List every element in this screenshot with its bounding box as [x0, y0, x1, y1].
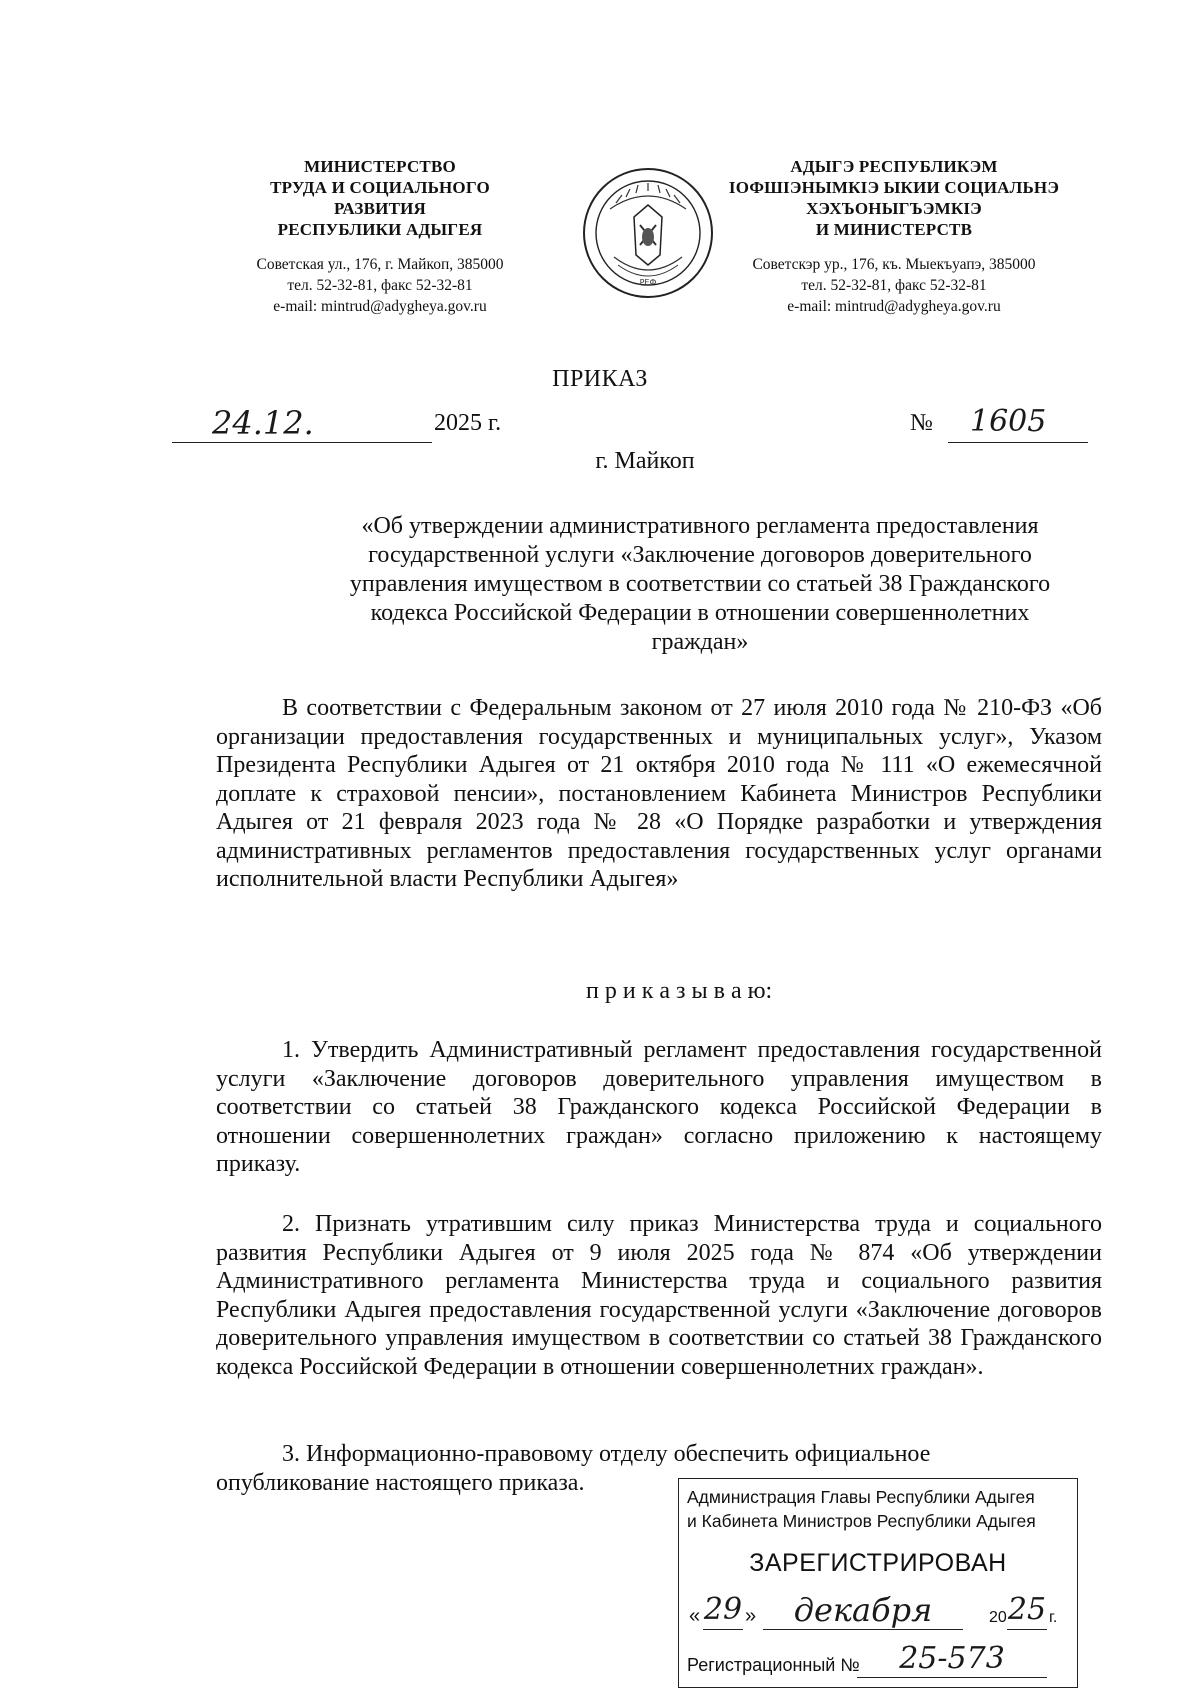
handwritten-number: 1605: [970, 404, 1047, 439]
document-title: ПРИКАЗ: [552, 366, 648, 392]
ministry-contacts-ru: [220, 254, 540, 317]
item-1: 1. Утвердить Административный регламент предоставления государственной услуги «Заключение договоров доверительного управления имуществом в соответствии со статьей 38 Гражданского кодекса Российской Федерации в отношении совершеннолетних граждан» согласно приложению к настоящему приказу.: [216, 1037, 1102, 1177]
stamp-status: ЗАРЕГИСТРИРОВАН: [749, 1549, 1007, 1577]
ministry-name-line: РЕСПУБЛИКИ АДЫГЕЯ: [277, 220, 483, 239]
email: e-mail: mintrud@adygheya.gov.ru: [787, 298, 1001, 315]
email: e-mail: mintrud@adygheya.gov.ru: [273, 298, 487, 315]
number-field: [948, 404, 1088, 443]
subject-line: кодекса Российской Федерации в отношении совершеннолетних: [370, 600, 1030, 626]
ministry-name-line: РАЗВИТИЯ: [333, 199, 427, 218]
city: г. Майкоп: [595, 448, 695, 474]
ministry-name-line: ХЭХЪОНЫГЪЭМКIЭ: [806, 199, 982, 218]
header-left: [220, 156, 540, 317]
phone: тел. 52-32-81, факс 52-32-81: [801, 277, 987, 294]
ministry-name-line: МИНИСТЕРСТВО: [304, 157, 456, 176]
order-subject: [300, 512, 1100, 657]
address: Советская ул., 176, г. Майкоп, 385000: [256, 256, 504, 273]
header-right: [714, 156, 1074, 317]
ministry-contacts-ady: [714, 254, 1074, 317]
address: Советскэр ур., 176, къ. Мыекъуапэ, 385000: [752, 256, 1036, 273]
stamp-reg-row: [687, 1641, 1071, 1681]
year-prefix: 20: [989, 1609, 1007, 1626]
phone: тел. 52-32-81, факс 52-32-81: [287, 277, 473, 294]
handwritten-month: декабря: [763, 1591, 963, 1630]
stamp-line-1: Администрация Главы Республики Адыгея: [687, 1487, 1035, 1507]
ministry-name-line: ТРУДА И СОЦИАЛЬНОГО: [270, 178, 490, 197]
ministry-name-line: И МИНИСТЕРСТВ: [815, 220, 973, 239]
stamp-line-2: и Кабинета Министров Республики Адыгея: [687, 1511, 1036, 1531]
date-field: [172, 404, 432, 443]
handwritten-date: 24.12.: [212, 404, 314, 442]
handwritten-year: 25: [1007, 1591, 1047, 1630]
item-3: 3. Информационно-правовому отделу обеспечить официальное: [282, 1441, 931, 1467]
ministry-name-ru: [220, 156, 540, 240]
ministry-name-ady: [714, 156, 1074, 240]
quote-close: »: [745, 1605, 757, 1627]
ministry-name-line: IОФШIЭНЫМКIЭ ЫКИИ СОЦИАЛЬНЭ: [728, 178, 1060, 197]
subject-line: «Об утверждении административного регламента предоставления: [361, 513, 1039, 539]
item-2: 2. Признать утратившим силу приказ Министерства труда и социального развития Республики Адыгея от 9 июля 2025 года № 874 «Об утверждении Административного регламента Министерства труда и социального развития Республики Адыгея предоставления государственной услуги «Заключение договоров доверительного управления имуществом в соответствии со статьей 38 Гражданского кодекса Российской Федерации в отношении совершеннолетних граждан».: [216, 1211, 1102, 1380]
handwritten-reg-number: 25-573: [857, 1641, 1047, 1678]
ministry-name-line: АДЫГЭ РЕСПУБЛИКЭМ: [790, 157, 998, 176]
preamble-paragraph: В соответствии с Федеральным законом от 27 июля 2010 года № 210-ФЗ «Об организации предоставления государственных и муниципальных услуг», Указом Президента Республики Адыгея от 21 октября 2010 года № 111 «О ежемесячной доплате к страховой пенсии», постановлением Кабинета Министров Республики Адыгея от 21 февраля 2023 года № 28 «О Порядке разработки и утверждения административных регламентов предоставления государственных услуг органами исполнительной власти Республики Адыгея»: [216, 695, 1102, 892]
year-label: 2025 г.: [434, 410, 502, 436]
item-3-continued: опубликование настоящего приказа.: [216, 1470, 585, 1496]
subject-line: управления имуществом в соответствии со статьей 38 Гражданского: [349, 571, 1051, 597]
subject-line: граждан»: [651, 629, 749, 655]
number-label: №: [910, 410, 933, 436]
handwritten-day: 29: [703, 1591, 743, 1630]
year-suffix: г.: [1049, 1609, 1058, 1626]
stamp-date-row: [689, 1591, 1069, 1635]
registration-stamp: [678, 1478, 1078, 1688]
subject-line: государственной услуги «Заключение договоров доверительного: [368, 542, 1032, 568]
coat-of-arms-emblem: [580, 165, 716, 301]
reg-label: Регистрационный №: [687, 1655, 860, 1675]
decree-word: п р и к а з ы в а ю:: [586, 978, 773, 1004]
quote-open: «: [689, 1605, 701, 1627]
svg-text:РЕФ: РЕФ: [639, 278, 657, 287]
